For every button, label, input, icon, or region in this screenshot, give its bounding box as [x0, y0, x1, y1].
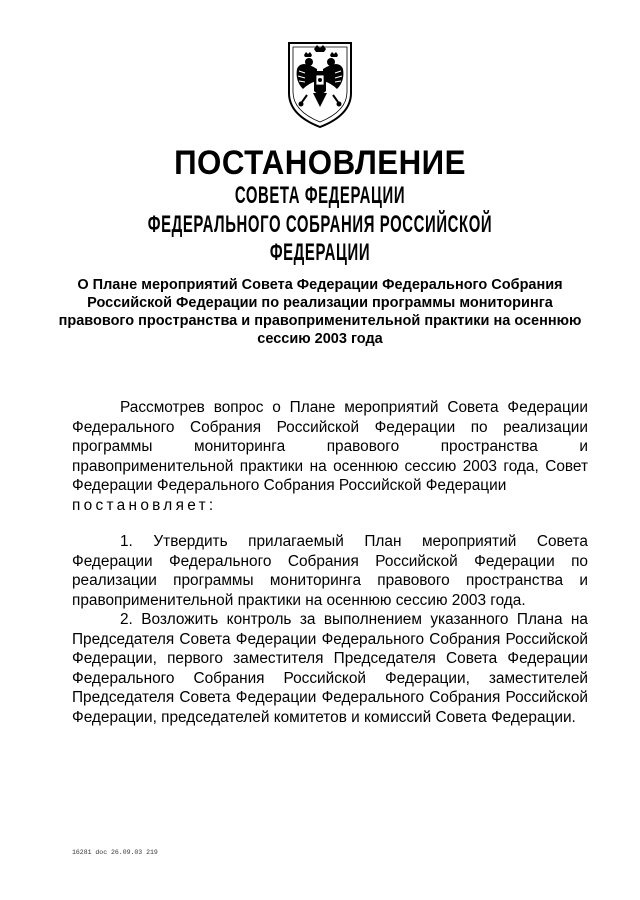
coat-of-arms-emblem — [279, 35, 361, 131]
decision-items — [72, 532, 588, 727]
decree-word: постановляет: — [72, 496, 217, 514]
document-title: ПОСТАНОВЛЕНИЕ — [174, 144, 466, 182]
decision-item-2: 2. Возложить контроль за выполнением указанного Плана на Председателя Совета Федерации Федерального Собрания Российской Федерации, первого заместителя Председателя Совета Федерации Федерального Собрания Российской Федерации, заместителей Председателя Совета Федерации Федерального Собрания Российской Федерации, председателей комитетов и комиссий Совета Федерации. — [72, 611, 588, 726]
decision-item-1: 1. Утвердить прилагаемый План мероприятий Совета Федерации Федерального Собрания Российской Федерации по реализации программы мониторинга правового пространства и правоприменительной практики на осеннюю сессию 2003 года. — [72, 533, 588, 609]
preamble-text: Рассмотрев вопрос о Плане мероприятий Совета Федерации Федерального Собрания Российской Федерации по реализации программы мониторинга правового пространства и правоприменительной практики на осеннюю сессию 2003 года, Совет Федерации Федерального Собрания Российской Федерации — [72, 399, 588, 494]
document-subject: О Плане мероприятий Совета Федерации Федерального Собрания Российской Федерации по реализации программы мониторинга правового пространства и правоприменительной практики на осеннюю сессию 2003 года — [58, 277, 582, 347]
preamble — [72, 398, 588, 515]
footer-doc-code: 16281 doc 26.09.03 219 — [72, 849, 158, 856]
issuer-line-2: ФЕДЕРАЛЬНОГО СОБРАНИЯ РОССИЙСКОЙ ФЕДЕРАЦИИ — [147, 211, 493, 266]
issuer-line-1: СОВЕТА ФЕДЕРАЦИИ — [234, 182, 406, 209]
